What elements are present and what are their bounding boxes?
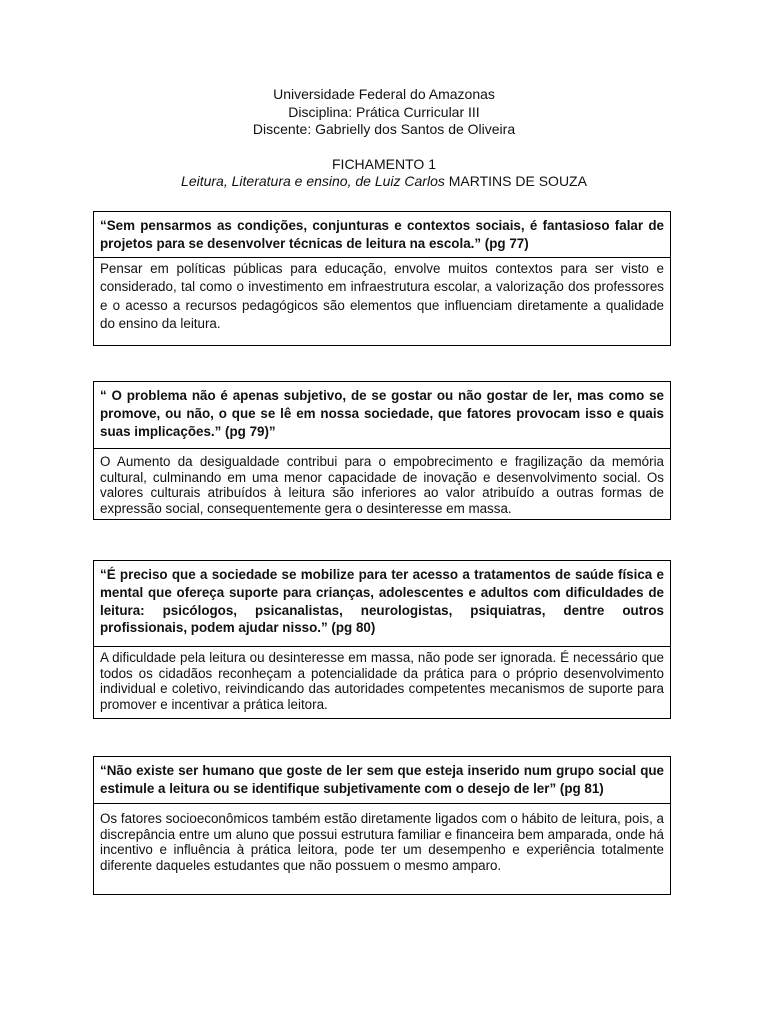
citation-commentary: O Aumento da desigualdade contribui para o empobrecimento e fragilização da memória cultural, culminando em uma menor capacidade de inovação e desenvolvimento social. Os valores culturais atribuídos à leitura são inferiores ao valor atribuído a outras formas de expressão social, consequentemente gera o desinteresse em massa. xyxy=(100,454,664,516)
citation-card-4 xyxy=(93,756,671,895)
document-header xyxy=(0,86,768,191)
document-title: FICHAMENTO 1 xyxy=(332,155,436,172)
university-name: Universidade Federal do Amazonas xyxy=(273,86,495,102)
citation-quote: “ O problema não é apenas subjetivo, de se gostar ou não gostar de ler, mas como se promove, ou não, o que se lê em nossa sociedade, que fatores provocam isso e quais suas implicações.” (pg 79)” xyxy=(94,382,670,449)
discipline-line: Disciplina: Prática Curricular III xyxy=(288,103,480,120)
citation-quote: “Não existe ser humano que goste de ler sem que esteja inserido num grupo social que estimule a leitura ou se identifique subjetivamente com o desejo de ler” (pg 81) xyxy=(94,757,670,804)
citation-commentary: Pensar em políticas públicas para educação, envolve muitos contextos para ser visto e considerado, tal como o investimento em infraestrutura escolar, a valorização dos professores e o acesso a recursos pedagógicos são elementos que influenciam diretamente a qualidade do ensino da leitura. xyxy=(100,261,664,332)
citation-card-1 xyxy=(93,211,671,346)
header-spacer xyxy=(0,139,768,156)
citation-quote: “Sem pensarmos as condições, conjunturas e contextos sociais, é fantasioso falar de projetos para se desenvolver técnicas de leitura na escola.” (pg 77) xyxy=(94,212,670,258)
student-line: Discente: Gabrielly dos Santos de Oliveira xyxy=(252,121,516,137)
citation-commentary: Os fatores socioeconômicos também estão diretamente ligados com o hábito de leitura, pois, a discrepância entre um aluno que possui estrutura familiar e financeira bem amparada, onde há incentivo e influência à prática leitora, pode ter um desempenho e experiência totalmente diferente daqueles estudantes que não possuem o mesmo amparo. xyxy=(100,811,664,873)
citation-card-2 xyxy=(93,381,671,520)
subtitle-author: MARTINS DE SOUZA xyxy=(444,173,587,189)
citation-commentary: A dificuldade pela leitura ou desinteresse em massa, não pode ser ignorada. É necessário que todos os cidadãos reconheçam a potencialidade da prática para o próprio desenvolvimento individual e coletivo, reivindicando das autoridades competentes mecanismos de suporte para promover e incentivar a prática leitora. xyxy=(100,650,664,712)
subtitle-work: Leitura, Literatura e ensino, de Luiz Carlos xyxy=(181,173,445,189)
document-subtitle xyxy=(0,173,768,191)
citation-quote: “É preciso que a sociedade se mobilize para ter acesso a tratamentos de saúde física e mental que ofereça suporte para crianças, adolescentes e adultos com dificuldades de leitura: psicólogos, psicanalistas, neurologistas, psiquiatras, dentre outros profissionais, podem ajudar nisso.” (pg 80) xyxy=(94,561,670,647)
citation-card-3 xyxy=(93,560,671,719)
